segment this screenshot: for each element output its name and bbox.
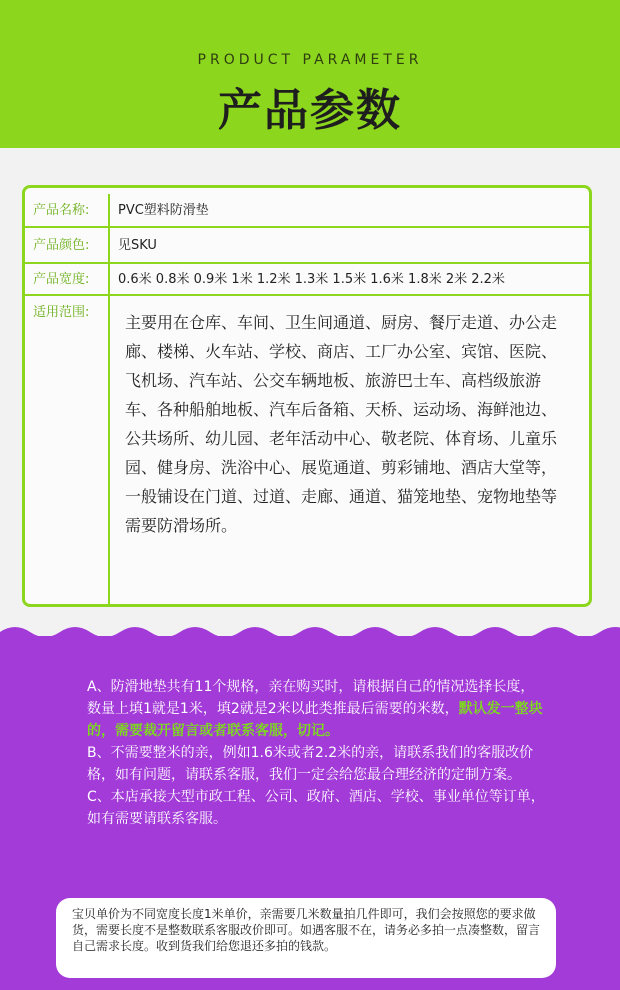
- note-a-text: A、防滑地垫共有11个规格，亲在购买时，请根据自己的情况选择长度，数量上填1就是1米，填2就是2米以此类推最后需要的米数，: [87, 679, 535, 717]
- header-subtitle: PRODUCT PARAMETER: [197, 52, 423, 68]
- param-value-width: 0.6米 0.8米 0.9米 1米 1.2米 1.3米 1.5米 1.6米 1.8米 2米 2.2米: [118, 272, 505, 287]
- parameter-table: [22, 185, 592, 607]
- notes-text-block: [87, 676, 547, 830]
- price-notice-box: [56, 898, 556, 978]
- param-row-color: [25, 228, 589, 264]
- param-label-color: 产品颜色:: [25, 228, 110, 262]
- param-value-scope: 主要用在仓库、车间、卫生间通道、厨房、餐厅走道、办公走廊、楼梯、火车站、学校、商店、工厂办公室、宾馆、医院、飞机场、汽车站、公交车辆地板、旅游巴士车、高档级旅游车、各种船舶地板、汽车后备箱、天桥、运动场、海鲜池边、公共场所、幼儿园、老年活动中心、敬老院、体育场、儿童乐园、健身房、洗浴中心、展览通道、剪彩铺地、酒店大堂等，一般铺设在门道、过道、走廊、通道、猫笼地垫、宠物地垫等需要防滑场所。: [125, 313, 558, 535]
- param-value-color: 见SKU: [118, 238, 157, 253]
- price-notice-text: 宝贝单价为不同宽度长度1米单价，亲需要几米数量拍几件即可，我们会按照您的要求做货，需要长度不是整数联系客服改价即可。如遇客服不在，请务必多拍一点凑整数，留言自己需求长度。收到货我们给您退还多拍的钱款。: [72, 907, 541, 953]
- note-b: B、不需要整米的亲，例如1.6米或者2.2米的亲，请联系我们的客服改价格，如有问题，请联系客服，我们一定会给您最合理经济的定制方案。: [87, 745, 534, 783]
- note-a-highlight: 默认发一整块的，需要裁开留言或者联系客服，切记。: [87, 701, 543, 739]
- param-label-name: 产品名称:: [25, 194, 110, 226]
- param-label-width: 产品宽度:: [25, 264, 110, 294]
- page-title: 产品参数: [218, 85, 402, 136]
- param-value-name: PVC塑料防滑垫: [118, 203, 209, 218]
- note-c: C、本店承接大型市政工程、公司、政府、酒店、学校、事业单位等订单，如有需要请联系客服。: [87, 789, 545, 827]
- param-row-width: [25, 264, 589, 296]
- param-label-scope: 适用范围:: [25, 296, 110, 607]
- param-row-name: [25, 194, 589, 228]
- param-row-scope: [25, 296, 589, 607]
- note-a: [87, 676, 547, 742]
- header-banner: [0, 0, 620, 148]
